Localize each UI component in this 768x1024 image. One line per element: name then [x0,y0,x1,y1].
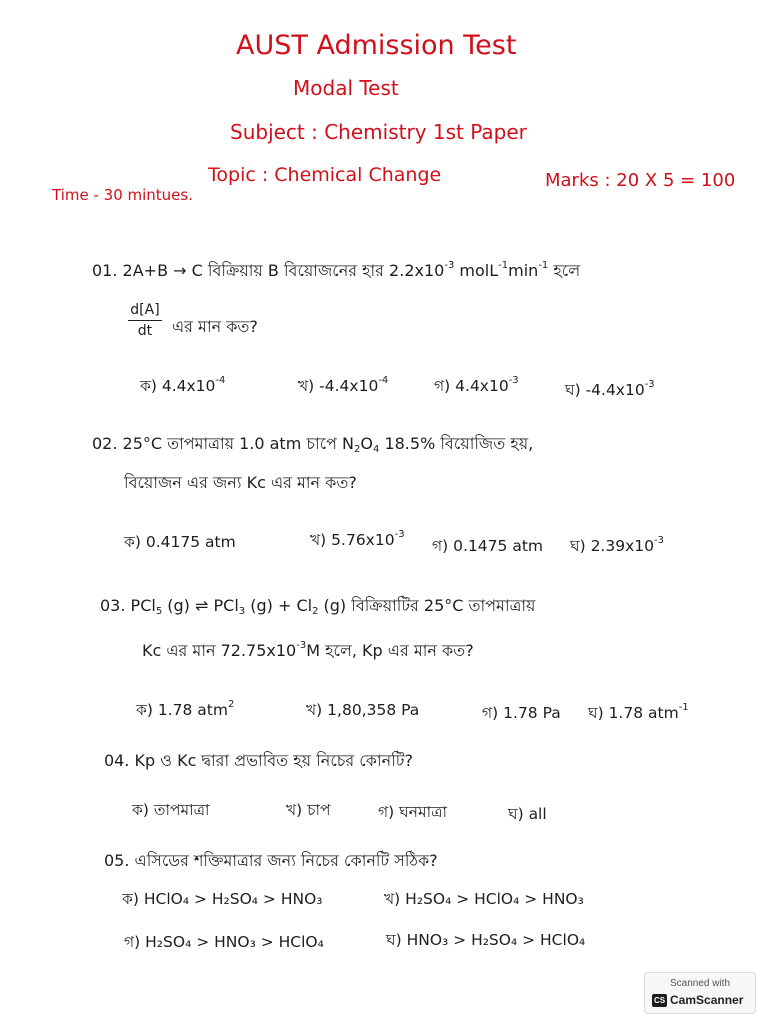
option-text: 1.78 atm [157,701,228,719]
option-label: খ) [286,801,303,819]
option-05-c [124,930,324,956]
option-01-a [140,374,225,400]
question-text: 2A+B → C বিক্রিয়ায় B বিয়োজনের হার 2.2x10 [122,261,445,280]
option-text: তাপমাত্রা [153,801,210,819]
watermark-caption: Scanned with [669,978,731,989]
subscript: 4 [372,444,380,455]
unit: molL [459,261,499,280]
option-text: -4.4x10 [585,381,645,399]
subscript: 2 [312,606,319,617]
option-label: গ) [124,933,141,951]
option-05-b [384,887,584,913]
option-label: ঘ) [386,931,402,949]
option-03-a [136,698,234,724]
time-line: Time - 30 mintues. [52,186,193,204]
option-02-c [432,534,543,560]
option-01-c [434,374,519,400]
question-text: PCl [130,596,156,615]
option-text: H₂SO₄ > HClO₄ > HNO₃ [405,890,584,908]
question-text: M হলে, Kp এর মান কত? [306,641,474,660]
question-05-line1 [104,848,438,875]
question-text: O [360,434,373,453]
watermark-brand: CamScanner [670,993,744,1007]
exponent: -1 [678,702,689,713]
unit: min [508,261,539,280]
question-text: (g) বিক্রিয়াটির 25°C তাপমাত্রায় [318,596,536,615]
option-03-b [306,698,419,724]
option-text: -4.4x10 [319,377,379,395]
option-text: 0.1475 atm [453,537,543,555]
option-text: 0.4175 atm [145,533,236,551]
option-label: গ) [482,704,499,722]
question-text: এসিডের শক্তিমাত্রার জন্য নিচের কোনটি সঠিক? [134,851,438,870]
question-number: 03. [100,596,126,615]
option-02-d [570,534,664,560]
option-03-d [588,701,689,727]
option-label: ক) [122,890,139,908]
option-label: ক) [136,701,153,719]
question-text: (g) + Cl [245,596,313,615]
option-label: ঘ) [570,537,586,555]
camscanner-logo-icon: CS [653,996,666,1005]
option-02-b [310,528,405,554]
option-label: খ) [306,701,323,719]
exponent: -1 [538,260,549,271]
option-label: ক) [124,533,141,551]
exponent: -1 [498,260,509,271]
option-text: HNO₃ > H₂SO₄ > HClO₄ [406,931,586,949]
option-01-d [565,378,655,404]
topic-line: Topic : Chemical Change [208,164,442,186]
question-text: হলে [553,261,581,280]
exponent: -3 [653,535,664,546]
question-03-line1 [100,593,535,620]
question-04-line1 [104,748,413,775]
option-label: গ) [378,803,395,821]
question-text: (g) ⇌ PCl [162,596,239,615]
fraction-numerator: d[A] [128,302,162,321]
question-01-line1 [92,258,580,285]
subject-line: Subject : Chemistry 1st Paper [230,120,527,144]
option-label: খ) [384,890,401,908]
option-label: ঘ) [508,805,524,823]
option-01-b [298,374,388,400]
question-01-line2: এর মান কত? [172,317,258,336]
question-02-line2: বিয়োজন এর জন্য Kc এর মান কত? [124,473,357,492]
question-02-line1 [92,431,533,458]
option-text: 4.4x10 [455,377,509,395]
question-number: 04. [104,751,130,770]
question-number: 01. [92,261,118,280]
exponent: -3 [394,529,405,540]
option-text: 1.78 atm [608,704,679,722]
option-text: চাপ [307,801,331,819]
question-number: 05. [104,851,130,870]
option-label: গ) [432,537,449,555]
option-label: খ) [298,377,315,395]
option-label: ক) [132,801,149,819]
exponent: -3 [644,379,655,390]
exponent: -3 [296,640,307,651]
question-number: 02. [92,434,118,453]
question-text: Kc এর মান 72.75x10 [142,641,297,660]
option-text: all [528,805,547,823]
option-text: ঘনমাত্রা [399,803,447,821]
option-text: 1,80,358 Pa [327,701,420,719]
exponent: -4 [215,375,226,386]
subscript: 5 [155,606,163,617]
page-subtitle: Modal Test [293,76,399,100]
camscanner-watermark [644,972,756,1014]
option-04-a [132,798,209,824]
option-text: 1.78 Pa [503,704,561,722]
option-label: ঘ) [588,704,604,722]
question-text: Kp ও Kc দ্বারা প্রভাবিত হয় নিচের কোনটি? [134,751,413,770]
page-title: AUST Admission Test [236,30,517,61]
option-text: 4.4x10 [161,377,216,395]
option-label: ঘ) [565,381,581,399]
option-text: 2.39x10 [590,537,654,555]
option-label: খ) [310,531,327,549]
exponent: 2 [227,699,235,710]
exponent: -3 [444,260,455,271]
option-05-d [386,928,585,954]
option-text: 5.76x10 [331,531,395,549]
exponent: -4 [378,375,389,386]
option-04-d [508,802,547,828]
option-05-a [122,887,323,913]
fraction-denominator: dt [137,323,153,339]
subscript: 3 [238,606,246,617]
question-text: 18.5% বিয়োজিত হয়, [379,434,534,453]
question-text: 25°C তাপমাত্রায় 1.0 atm চাপে N [122,434,355,453]
option-04-c [378,800,447,826]
question-03-line2 [142,638,474,665]
option-label: ক) [140,377,157,395]
exponent: -3 [508,375,519,386]
option-text: H₂SO₄ > HNO₃ > HClO₄ [145,933,324,951]
option-text: HClO₄ > H₂SO₄ > HNO₃ [143,890,323,908]
option-02-a [124,530,236,556]
option-04-b [286,798,331,824]
option-label: গ) [434,377,451,395]
fraction-dA-dt [128,302,162,339]
option-03-c [482,701,561,727]
subscript: 2 [354,444,361,455]
marks-line: Marks : 20 X 5 = 100 [545,170,736,191]
